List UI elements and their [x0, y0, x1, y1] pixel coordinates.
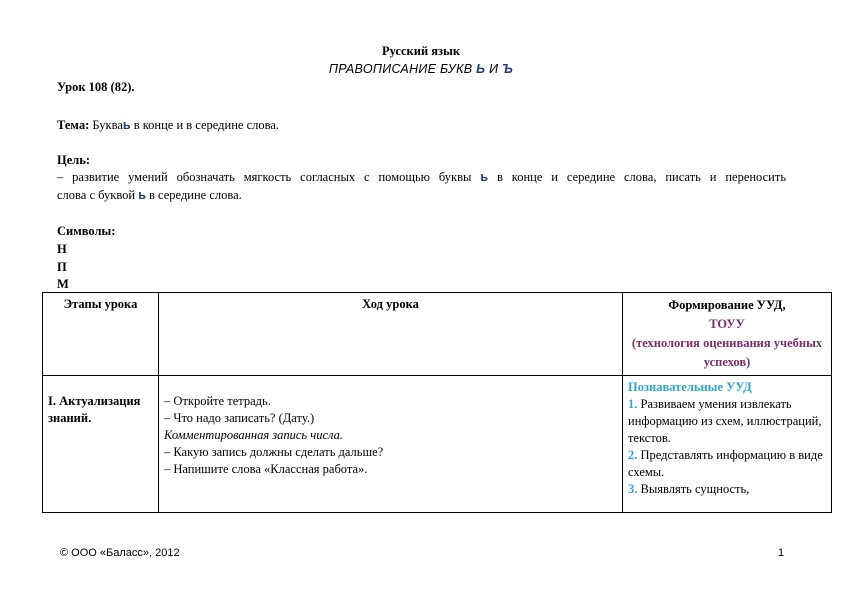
topic-letter: ь [122, 118, 131, 132]
header-lesson-flow: Ход урока [159, 293, 623, 376]
topic-text-before: Буква [92, 118, 123, 132]
symbol-item: П [57, 260, 67, 274]
uud-item: 2. Представлять информацию в виде схемы. [628, 448, 823, 479]
title-prefix: ПРАВОПИСАНИЕ БУКВ [328, 62, 473, 76]
lesson-step-italic: Комментированная запись числа. [164, 428, 343, 442]
uud-item: 1. Развиваем умения извлекать информацию из схем, иллюстраций, текстов. [628, 397, 822, 445]
goal-line2-before: слова с буквой [57, 188, 136, 202]
subject-title: Русский язык [381, 44, 461, 58]
goal-label: Цель: [57, 153, 91, 167]
lesson-step: – Какую запись должны сделать дальше? [164, 445, 384, 459]
header-uud-technology: (технология оценивания учебных успехов) [631, 336, 823, 369]
stage-cell: I. Актуализация знаний. [43, 376, 159, 513]
table-row [43, 376, 832, 513]
uud-cell [623, 376, 832, 513]
header-stages: Этапы урока [43, 293, 159, 376]
goal-line-1 [57, 170, 786, 185]
lesson-number: Урок 108 (82). [57, 80, 135, 94]
topic-label: Тема: [57, 118, 90, 132]
footer-copyright: © ООО «Баласс», 2012 [60, 547, 180, 559]
header-uud [623, 293, 832, 376]
header-uud-line1: Формирование УУД, [668, 298, 786, 312]
goal-line1-before: – развитие умений обозначать мягкость согласных с помощью буквы [57, 170, 472, 184]
lesson-step: – Что надо записать? (Дату.) [164, 411, 315, 425]
page-number: 1 [778, 547, 785, 559]
symbols-label: Символы: [57, 224, 116, 238]
header-uud-touu: ТОУУ [709, 317, 745, 331]
goal-letter-2: ь [138, 188, 146, 202]
lesson-step: – Откройте тетрадь. [164, 394, 271, 408]
goal-line2-after: в середине слова. [149, 188, 242, 202]
title-and: И [489, 62, 499, 76]
goal-line-2 [57, 188, 242, 203]
topic-text-after: в конце и в середине слова. [133, 118, 280, 132]
symbol-item: Н [57, 242, 67, 256]
title-letter-soft: Ь [476, 62, 486, 76]
goal-line1-after: в конце и середине слова, писать и переносить [496, 170, 787, 184]
goal-letter-1: ь [480, 170, 489, 184]
symbol-item: М [57, 277, 69, 291]
uud-item: 3. Выявлять сущность, [628, 482, 750, 496]
lesson-step: – Напишите слова «Классная работа». [164, 462, 368, 476]
title-letter-hard: Ъ [502, 62, 514, 76]
uud-title: Познавательные УУД [628, 380, 752, 394]
lesson-flow-cell [159, 376, 623, 513]
lesson-table [42, 292, 832, 513]
table-header-row [43, 293, 832, 376]
document-title [0, 62, 842, 76]
topic-line [57, 118, 279, 133]
